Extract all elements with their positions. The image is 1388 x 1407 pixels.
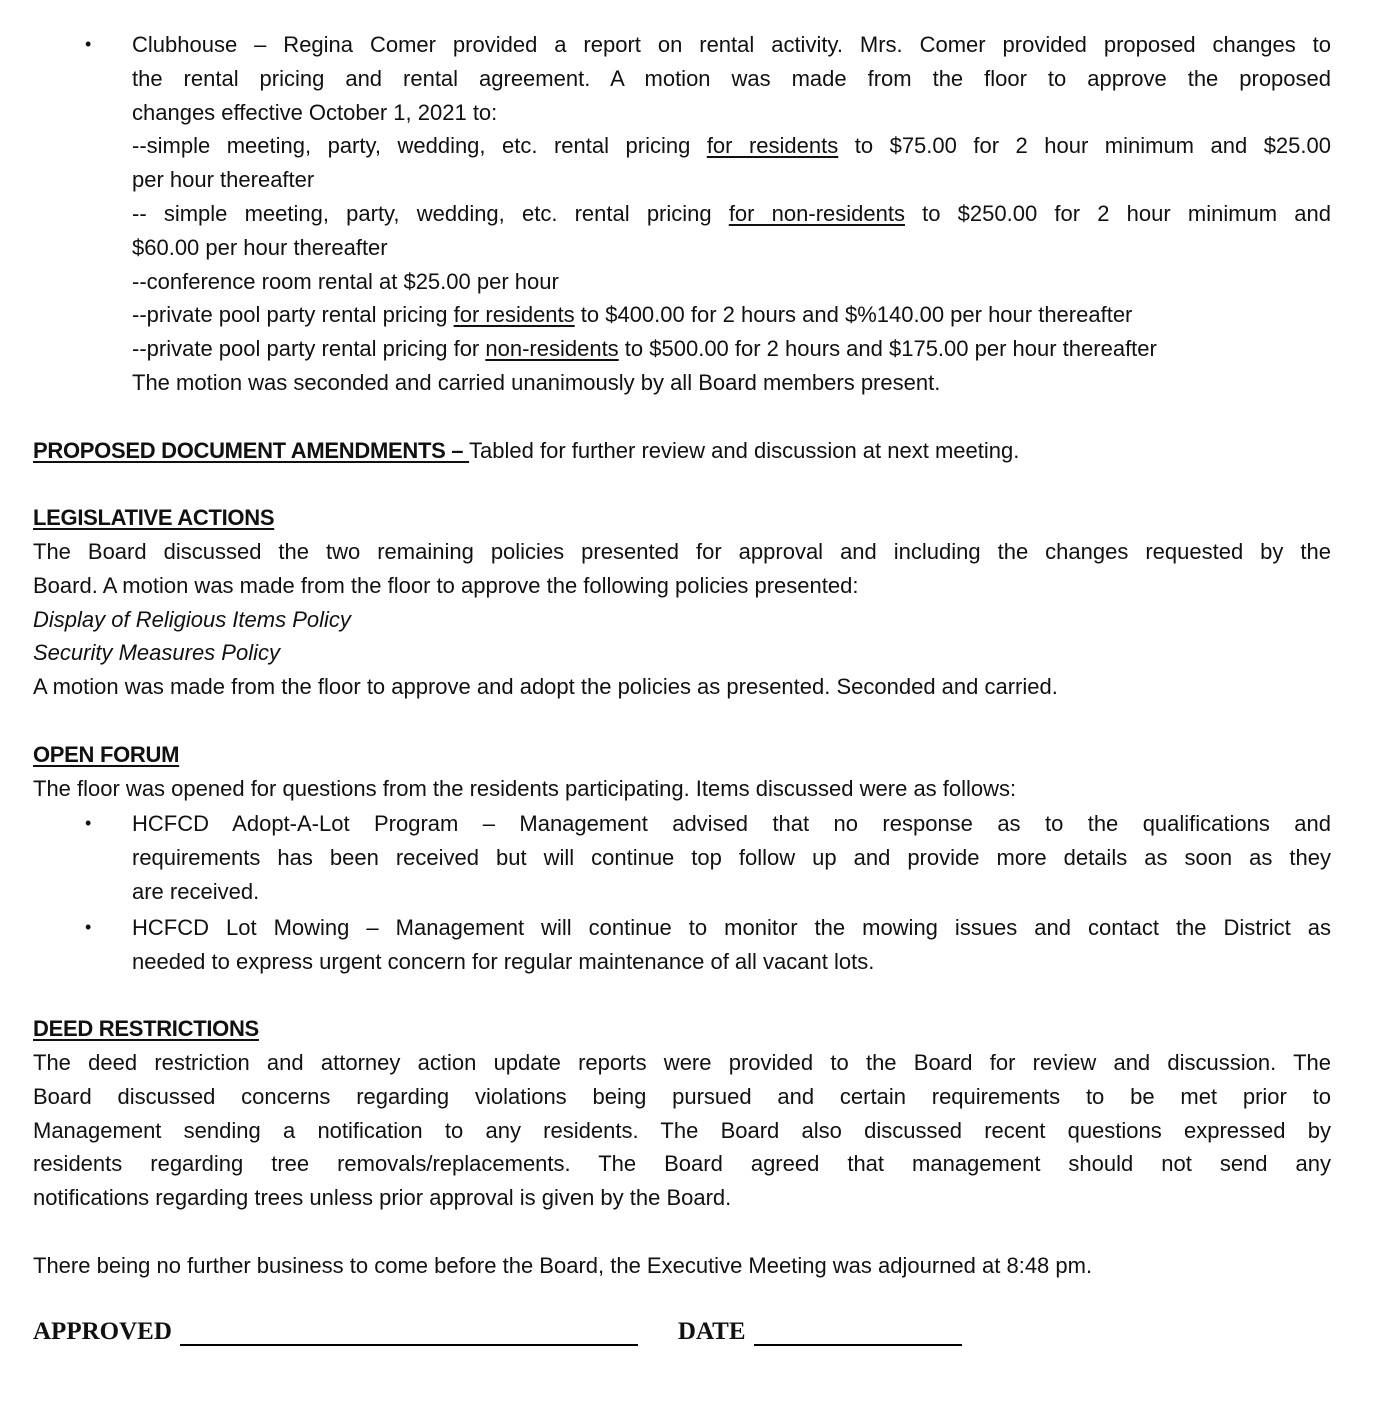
clubhouse-section — [33, 28, 1331, 400]
amendments-section: PROPOSED DOCUMENT AMENDMENTS – Tabled for further review and discussion at next meeting. — [33, 437, 1020, 463]
text-line: needed to express urgent concern for regular maintenance of all vacant lots. — [132, 948, 875, 974]
text-line: Board discussed concerns regarding violations being pursued and certain requirements to be met prior to — [33, 1083, 1331, 1109]
text-line: • Clubhouse – Regina Comer provided a report on rental activity. Mrs. Comer provided proposed changes to — [33, 28, 1331, 62]
section-heading: DEED RESTRICTIONS — [33, 1016, 259, 1042]
pricing-item-2: -- simple meeting, party, wedding, etc. rental pricing for non-residents to $250.00 for 2 hour minimum and — [132, 200, 1331, 226]
approved-label: APPROVED — [33, 1318, 172, 1345]
text-line: The floor was opened for questions from the residents participating. Items discussed were as follows: — [33, 775, 1017, 801]
pricing-item-4: --private pool party rental pricing for residents to $400.00 for 2 hours and $%140.00 per hour thereafter — [132, 302, 1133, 328]
open-forum-section — [33, 738, 1331, 979]
text-line: Management sending a notification to any residents. The Board also discussed recent questions expressed by — [33, 1117, 1331, 1143]
deed-restrictions-section — [33, 1012, 1331, 1215]
text-line: the rental pricing and rental agreement. A motion was made from the floor to approve the proposed — [132, 65, 1331, 91]
adjournment-text: There being no further business to come before the Board, the Executive Meeting was adjourned at 8:48 pm. — [33, 1252, 1093, 1278]
text-line: The motion was seconded and carried unanimously by all Board members present. — [132, 369, 941, 395]
pricing-item-1: --simple meeting, party, wedding, etc. rental pricing for residents to $75.00 for 2 hour minimum and $25.00 — [132, 133, 1331, 159]
signature-block — [33, 1318, 962, 1346]
pricing-item-3: --conference room rental at $25.00 per hour — [132, 268, 559, 294]
text-line: The Board discussed the two remaining policies presented for approval and including the changes requested by the — [33, 538, 1331, 564]
text-line: residents regarding tree removals/replacements. The Board agreed that management should not send any — [33, 1151, 1331, 1177]
document-page — [33, 28, 1331, 1282]
text-line: Board. A motion was made from the floor to approve the following policies presented: — [33, 572, 859, 598]
date-label: DATE — [677, 1318, 746, 1345]
legislative-section — [33, 501, 1331, 704]
text-line: notifications regarding trees unless prior approval is given by the Board. — [33, 1185, 732, 1211]
text-line: per hour thereafter — [132, 167, 315, 193]
text-line: requirements has been received but will continue top follow up and provide more details as soon as they — [132, 845, 1331, 871]
section-heading: PROPOSED DOCUMENT AMENDMENTS – — [33, 437, 470, 463]
bullet-icon: • — [85, 916, 92, 937]
pricing-item-5: --private pool party rental pricing for non-residents to $500.00 for 2 hours and $175.00 per hour thereafter — [132, 336, 1157, 362]
text-line: changes effective October 1, 2021 to: — [132, 99, 498, 125]
date-signature-line[interactable] — [754, 1320, 962, 1346]
list-item: • HCFCD Lot Mowing – Management will continue to monitor the mowing issues and contact the District as — [33, 911, 1331, 945]
approved-signature-line[interactable] — [180, 1320, 638, 1346]
bullet-icon: • — [85, 813, 92, 834]
policy-name: Security Measures Policy — [33, 640, 280, 666]
bullet-icon: • — [85, 34, 92, 54]
section-heading: OPEN FORUM — [33, 741, 180, 767]
text-line: are received. — [132, 878, 260, 904]
text-line: $60.00 per hour thereafter — [132, 234, 388, 260]
section-heading: LEGISLATIVE ACTIONS — [33, 505, 275, 531]
text-line: A motion was made from the floor to approve and adopt the policies as presented. Seconded and carried. — [33, 674, 1058, 700]
policy-name: Display of Religious Items Policy — [33, 606, 351, 632]
list-item: • HCFCD Adopt-A-Lot Program – Management advised that no response as to the qualifications and — [33, 807, 1331, 841]
text-line: The deed restriction and attorney action update reports were provided to the Board for review and discussion. The — [33, 1049, 1331, 1075]
